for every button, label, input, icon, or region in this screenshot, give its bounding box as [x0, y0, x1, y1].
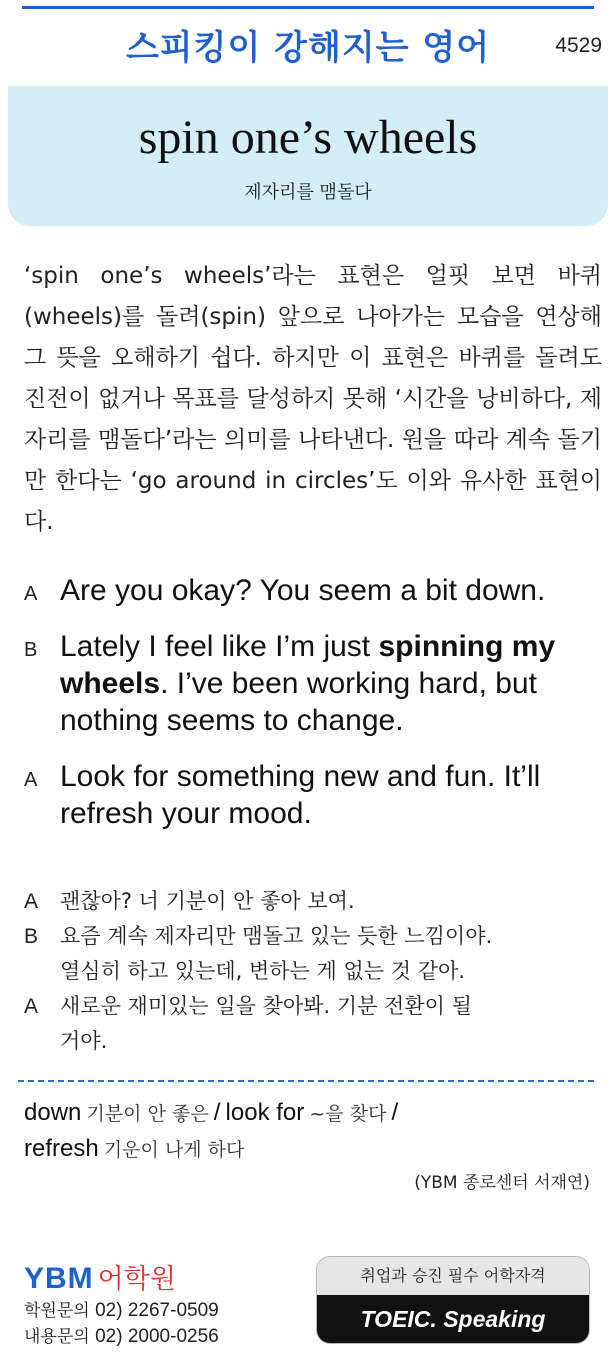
expression-title: spin one’s wheels — [138, 111, 478, 164]
dialogue-text: Are you okay? You seem a bit down. — [60, 574, 546, 607]
speaker-label: A — [24, 769, 38, 791]
dialogue-line — [24, 628, 594, 739]
vocab-meaning: 기분이 안 좋은 — [86, 1103, 209, 1125]
vocab-meaning: 기운이 나게 하다 — [103, 1139, 245, 1161]
contact-info — [24, 1298, 219, 1350]
brand-name: YBM — [24, 1262, 94, 1295]
dialogue-text-before: Lately I feel like I’m just — [60, 630, 379, 663]
author-credit: (YBM 종로센터 서재연) — [414, 1173, 590, 1193]
korean-translation — [24, 884, 584, 1059]
vocab-word: look for — [225, 1099, 305, 1126]
contact-line — [24, 1324, 219, 1350]
speaker-label: B — [24, 639, 38, 661]
expression-meaning: 제자리를 맴돌다 — [244, 182, 372, 203]
translation-text: 요즘 계속 제자리만 맴돌고 있는 듯한 느낌이야. — [60, 924, 493, 948]
brand-subtitle: 어학원 — [97, 1264, 176, 1295]
speaker-label: A — [24, 995, 39, 1018]
explanation-paragraph: ‘spin one’s wheels’라는 표현은 얼핏 보면 바퀴(wheels)를 돌려(spin) 앞으로 나아가는 모습을 연상해 그 뜻을 오해하기 쉽다. 하지만 이 표현은 바퀴를 돌려도 진전이 없거나 목표를 달성하지 못해 ‘시간을 낭비하다, 제자리를 맴돌다’라는 의미를 나타낸다. 원을 따라 계속 돌기만 한다는 ‘go around in circles’도 이와 유사한 표현이다. — [24, 263, 602, 535]
issue-number: 4529 — [555, 34, 602, 57]
contact-number: 02) 2267-0509 — [95, 1300, 219, 1321]
vocab-meaning: ~을 찾다 — [309, 1103, 387, 1125]
top-rule — [22, 6, 594, 9]
contact-number: 02) 2000-0256 — [95, 1326, 219, 1347]
dialogue-line — [24, 572, 594, 609]
title-box — [8, 86, 608, 226]
translation-text: 새로운 재미있는 일을 찾아봐. 기분 전환이 될 — [60, 994, 472, 1018]
contact-line — [24, 1298, 219, 1324]
contact-label: 내용문의 — [24, 1327, 90, 1347]
dashed-divider — [18, 1080, 594, 1082]
speaker-label: B — [24, 925, 39, 948]
dialogue-text: Look for something new and fun. It’ll refresh your mood. — [60, 760, 541, 830]
dialogue-text-after: . I’ve been working hard, but nothing seems to change. — [60, 667, 537, 737]
vocabulary-notes — [24, 1096, 584, 1168]
vocabulary-line — [24, 1096, 584, 1132]
vocabulary-line — [24, 1132, 584, 1168]
vocab-word: down — [24, 1099, 82, 1126]
contact-label: 학원문의 — [24, 1301, 90, 1321]
ybm-logo — [24, 1257, 176, 1296]
vocab-separator: / — [213, 1099, 221, 1126]
badge-title: TOEIC. Speaking — [317, 1295, 589, 1343]
badge-caption: 취업과 승진 필수 어학자격 — [317, 1257, 589, 1295]
translation-text-continued: 열심히 하고 있는데, 변하는 게 없는 것 같아. — [60, 959, 465, 983]
translation-text: 괜찮아? 너 기분이 안 좋아 보여. — [60, 889, 355, 913]
translation-line — [24, 989, 584, 1059]
dialogue-text — [60, 630, 555, 737]
toeic-speaking-badge — [316, 1256, 590, 1344]
translation-line — [24, 884, 584, 919]
vocab-separator: / — [391, 1099, 399, 1126]
english-dialogue — [24, 572, 594, 851]
series-title: 스피킹이 강해지는 영어 — [125, 28, 491, 68]
dialogue-line — [24, 758, 594, 832]
highlighted-expression: spinning my wheels — [60, 630, 556, 700]
translation-text-continued: 거야. — [60, 1029, 108, 1053]
speaker-label: A — [24, 890, 39, 913]
translation-line — [24, 919, 584, 989]
vocab-word: refresh — [24, 1135, 99, 1162]
speaker-label: A — [24, 583, 38, 605]
